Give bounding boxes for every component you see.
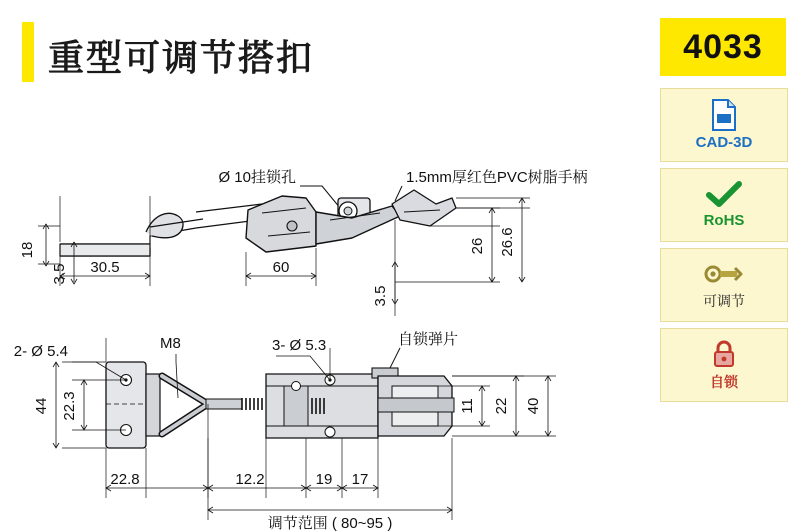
callout-spring-plate: 自锁弹片 [398, 331, 459, 348]
dim-19: 19 [315, 471, 333, 488]
feature-label: 自锁 [710, 373, 738, 390]
dim-40: 40 [525, 397, 542, 415]
dim-44: 44 [33, 397, 50, 415]
feature-label: 可调节 [703, 292, 745, 309]
dim-30_5: 30.5 [90, 259, 120, 276]
dim-60: 60 [272, 259, 290, 276]
lock-icon [710, 339, 738, 369]
callout-adjust-range: 调节范围 ( 80~95 ) [267, 515, 393, 531]
technical-drawing [0, 86, 650, 531]
dim-3_5-right: 3.5 [372, 285, 389, 307]
dim-11: 11 [459, 398, 476, 414]
dim-12_2: 12.2 [235, 471, 265, 488]
dim-26: 26 [469, 237, 486, 255]
callout-padlock-hole: Ø 10挂锁孔 [218, 169, 296, 186]
document-3d-icon [709, 99, 739, 131]
dim-22_3: 22.3 [61, 391, 78, 421]
feature-adjustable[interactable] [660, 248, 788, 322]
feature-self-lock[interactable] [660, 328, 788, 402]
dim-22: 22 [493, 397, 510, 415]
feature-label: RoHS [703, 212, 745, 229]
dim-3_5-left: 3.5 [51, 263, 68, 285]
feature-rohs[interactable] [660, 168, 788, 242]
bottom-view [14, 330, 556, 531]
feature-label: CAD-3D [695, 134, 753, 151]
dim-18: 18 [19, 241, 36, 259]
check-mark-icon [706, 181, 742, 209]
dim-22_8: 22.8 [110, 471, 140, 488]
top-view [19, 168, 588, 316]
feature-cad-3d[interactable] [660, 88, 788, 162]
product-code: 4033 [683, 27, 763, 66]
dim-17: 17 [351, 471, 369, 488]
page-title: 重型可调节搭扣 [48, 37, 315, 78]
dim-3x-5_3: 3- Ø 5.3 [272, 337, 327, 354]
callout-handle: 1.5mm厚红色PVC树脂手柄 [406, 169, 588, 186]
dim-m8: M8 [160, 335, 181, 352]
wrench-icon [704, 260, 744, 288]
product-code-badge [660, 18, 786, 76]
title-accent-bar [22, 22, 34, 82]
dim-2x-5_4: 2- Ø 5.4 [13, 343, 68, 360]
dim-26_6: 26.6 [499, 227, 516, 257]
